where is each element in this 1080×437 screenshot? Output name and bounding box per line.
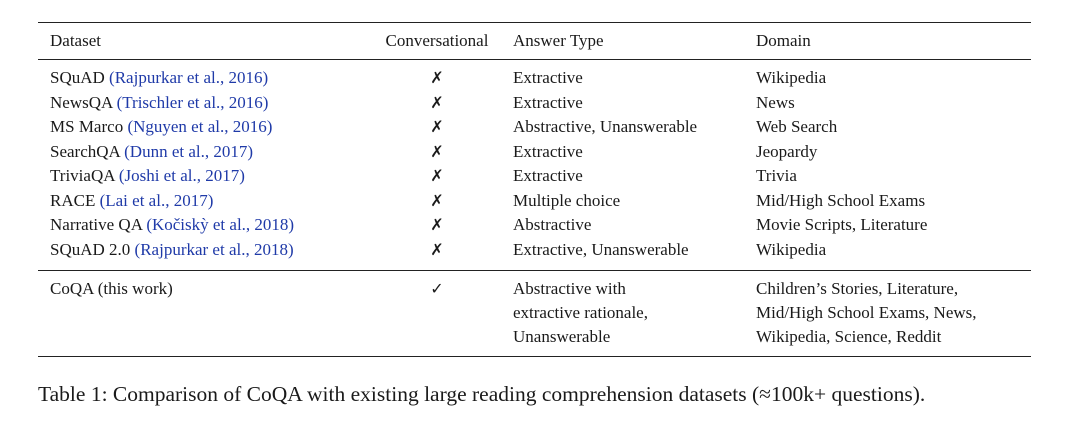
answer-type-cell: Abstractive with extractive rationale, Unanswerable xyxy=(513,279,648,346)
cross-mark-icon: ✗ xyxy=(430,141,444,161)
answer-type-cell: Extractive xyxy=(513,141,583,161)
cross-mark-icon: ✗ xyxy=(430,117,444,136)
citation-link[interactable]: (Rajpurkar et al., 2016) xyxy=(109,68,269,87)
table-row-coqa xyxy=(38,277,1031,349)
domain-cell: Trivia xyxy=(756,166,797,185)
domain-cell: Mid/High School Exams xyxy=(756,190,926,210)
dataset-name: SQuAD 2.0 xyxy=(50,239,131,259)
cross-mark-icon: ✗ xyxy=(430,68,444,87)
header-dataset: Dataset xyxy=(50,31,101,50)
answer-type-cell: Extractive, Unanswerable xyxy=(513,239,689,259)
dataset-name: SQuAD xyxy=(50,68,105,87)
dataset-name: SearchQA xyxy=(50,141,120,161)
dataset-name: Narrative QA xyxy=(50,215,143,234)
dataset-name: CoQA (this work) xyxy=(50,279,173,298)
table-row xyxy=(38,164,1031,189)
domain-cell: News xyxy=(756,92,795,112)
domain-cell: Children’s Stories, Literature, Mid/High School Exams, News, Wikipedia, Science, Reddit xyxy=(756,279,977,346)
check-mark-icon: ✓ xyxy=(430,279,444,298)
cross-mark-icon: ✗ xyxy=(430,166,444,185)
answer-type-cell: Abstractive xyxy=(513,215,592,234)
dataset-name: MS Marco xyxy=(50,117,124,136)
dataset-name: RACE xyxy=(50,190,96,210)
domain-cell: Jeopardy xyxy=(756,141,818,161)
bottom-rule xyxy=(38,356,1031,357)
header-domain: Domain xyxy=(756,31,811,50)
table-row xyxy=(38,189,1031,214)
domain-cell: Web Search xyxy=(756,117,838,136)
header-answer-type: Answer Type xyxy=(513,31,604,50)
citation-link[interactable]: (Nguyen et al., 2016) xyxy=(127,117,273,136)
citation-link[interactable]: (Trischler et al., 2016) xyxy=(116,92,269,112)
citation-link[interactable]: (Dunn et al., 2017) xyxy=(124,141,254,161)
answer-type-cell: Abstractive, Unanswerable xyxy=(513,117,698,136)
comparison-table xyxy=(38,22,1031,357)
table-row xyxy=(38,115,1031,140)
answer-type-cell: Multiple choice xyxy=(513,190,621,210)
cross-mark-icon: ✗ xyxy=(430,239,444,259)
table-row xyxy=(38,66,1031,91)
cross-mark-icon: ✗ xyxy=(430,215,444,234)
header-conversational: Conversational xyxy=(385,31,489,50)
table-row xyxy=(38,238,1031,263)
answer-type-cell: Extractive xyxy=(513,92,583,112)
citation-link[interactable]: (Kočiskỳ et al., 2018) xyxy=(146,215,295,234)
answer-type-cell: Extractive xyxy=(513,68,583,87)
domain-cell: Wikipedia xyxy=(756,239,827,259)
table-caption: Table 1: Comparison of CoQA with existing large reading comprehension datasets (≈100k+ questions). xyxy=(38,382,926,406)
table-row xyxy=(38,91,1031,116)
table-row xyxy=(38,213,1031,238)
dataset-name: NewsQA xyxy=(50,92,113,112)
citation-link[interactable]: (Lai et al., 2017) xyxy=(99,190,214,210)
table-header xyxy=(38,23,1031,59)
cross-mark-icon: ✗ xyxy=(430,190,444,210)
domain-cell: Movie Scripts, Literature xyxy=(756,215,928,234)
citation-link[interactable]: (Rajpurkar et al., 2018) xyxy=(134,239,294,259)
cross-mark-icon: ✗ xyxy=(430,92,444,112)
existing-datasets xyxy=(38,60,1031,270)
citation-link[interactable]: (Joshi et al., 2017) xyxy=(118,166,245,185)
domain-cell: Wikipedia xyxy=(756,68,827,87)
answer-type-cell: Extractive xyxy=(513,166,583,185)
table-row xyxy=(38,140,1031,165)
dataset-name: TriviaQA xyxy=(50,166,115,185)
coqa-block xyxy=(38,271,1031,356)
